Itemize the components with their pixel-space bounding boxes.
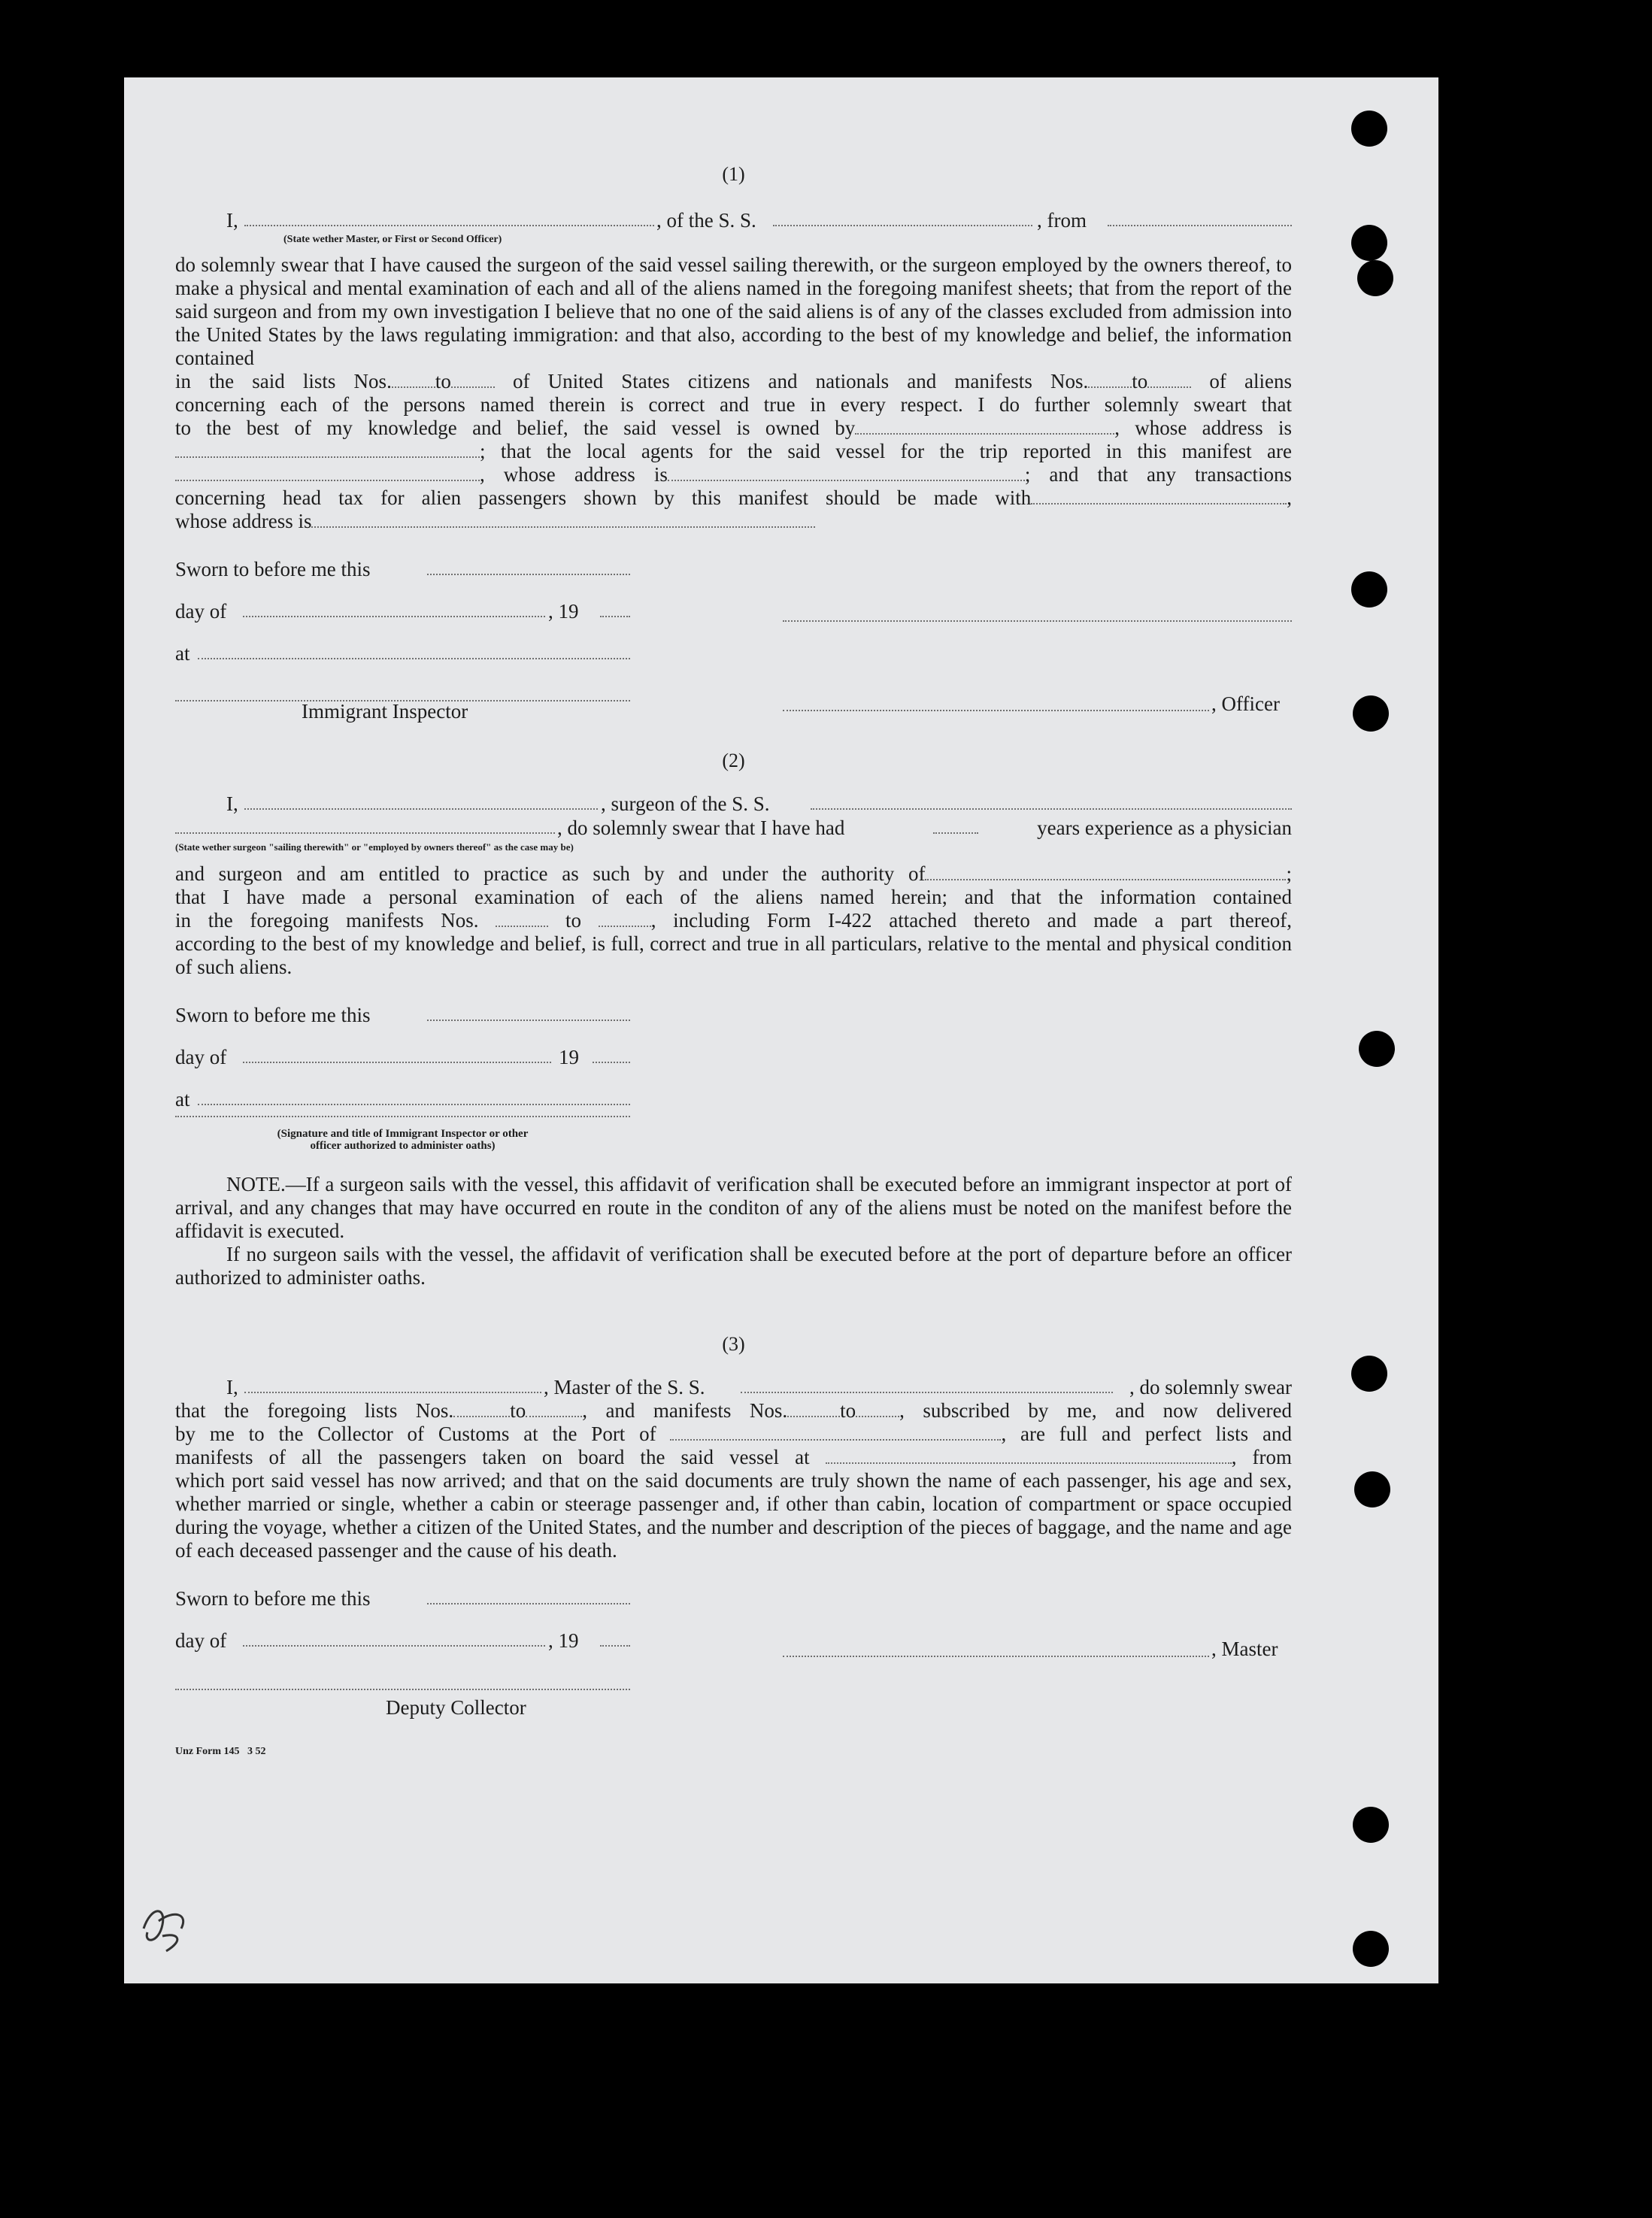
section-1-correct-line: concerning each of the persons named therein is correct and true in every respect. I do further solemnly sweart that xyxy=(175,393,1292,416)
from-port-field[interactable] xyxy=(1108,225,1292,226)
section-2-manifests-line xyxy=(175,909,1292,932)
right-signature-line[interactable] xyxy=(783,620,1292,622)
section-3-lists-line xyxy=(175,1399,1292,1423)
manifest-no-to-field[interactable] xyxy=(1147,373,1191,388)
section-2-authority-line xyxy=(175,862,1292,886)
agents-field[interactable] xyxy=(175,466,480,481)
manifests-to-field[interactable] xyxy=(599,912,651,927)
text: concerning head tax for alien passengers shown by this manifest should be made with xyxy=(175,486,1032,509)
owner-address-field[interactable] xyxy=(175,443,480,458)
sworn-day-field[interactable] xyxy=(427,1603,630,1604)
text: to xyxy=(435,370,451,392)
label-i: I, xyxy=(226,209,238,232)
sworn-label: Sworn to before me this xyxy=(175,1587,371,1610)
sworn-day-field[interactable] xyxy=(427,1020,630,1021)
section-2-oath xyxy=(175,985,1292,1165)
section-2-first-line xyxy=(175,786,1292,816)
note-no-surgeon: If no surgeon sails with the vessel, the affidavit of verification shall be executed before at the port of departure before an officer authorized to administer oaths. xyxy=(175,1243,1292,1289)
master-ship-field[interactable] xyxy=(741,1392,1113,1393)
master-name-field[interactable] xyxy=(244,1392,541,1393)
surgeon-note: (State wether surgeon "sailing therewith" or "employed by owners thereof" as the case may be) xyxy=(175,841,574,853)
text: , subscribed by me, and now delivered xyxy=(899,1399,1293,1422)
day-row xyxy=(175,1610,656,1653)
section-1-headtax-line xyxy=(175,486,1292,510)
label-surgeon-of-ss: , surgeon of the S. S. xyxy=(601,792,770,815)
text: and surgeon and am entitled to practice as such by and under the authority of xyxy=(175,862,926,885)
section-1-oath xyxy=(175,539,1292,723)
at-label: at xyxy=(175,642,190,665)
sworn-row xyxy=(175,1568,656,1610)
section-3-paragraph: which port said vessel has now arrived; and that on the said documents are truly shown the name of each passenger, his age and sex, whether married or single, whether a cabin or steerage passenger and, if other than cabin, location of compartment or space occupied during the voyage, whether a citizen of the United States, and the number and description of the pieces of baggage, and the name and age of each deceased passenger and the cause of his death. xyxy=(175,1469,1292,1562)
day-of-label: day of xyxy=(175,1629,227,1652)
text: , are full and perfect lists and xyxy=(1001,1423,1292,1445)
surgeon-status-field[interactable] xyxy=(175,832,555,834)
sworn-label: Sworn to before me this xyxy=(175,558,371,580)
year-label: 19 xyxy=(559,1046,579,1068)
label-of-ss: , of the S. S. xyxy=(656,209,756,232)
lists-to-field[interactable] xyxy=(526,1402,582,1417)
master-signature-line[interactable] xyxy=(783,1656,1209,1657)
punch-hole xyxy=(1353,695,1389,732)
authority-field[interactable] xyxy=(925,865,1286,880)
collector-signature-line[interactable] xyxy=(175,1689,630,1690)
punch-hole xyxy=(1353,1931,1389,1967)
agent-address-field[interactable] xyxy=(668,466,1025,481)
text: to xyxy=(1132,370,1148,392)
officer-signature-line[interactable] xyxy=(783,710,1209,711)
at-row xyxy=(175,1069,656,1111)
form-number: Unz Form 145 3 52 xyxy=(175,1746,266,1757)
year-label: , 19 xyxy=(548,1629,579,1652)
text: whose address is xyxy=(175,510,312,532)
manifests-from-field[interactable] xyxy=(787,1402,840,1417)
section-1-agent-address-line xyxy=(175,463,1292,486)
text: to xyxy=(510,1399,526,1422)
text: by me to the Collector of Customs at the Port of xyxy=(175,1423,656,1445)
year-label: , 19 xyxy=(548,600,579,623)
day-of-field[interactable] xyxy=(243,1062,551,1063)
text: , including Form I-422 attached thereto and made a part thereof, xyxy=(650,909,1293,932)
officer-name-field[interactable] xyxy=(244,225,654,226)
text: , do solemnly swear xyxy=(1129,1376,1292,1398)
ship-name-field[interactable] xyxy=(773,225,1032,226)
text: to the best of my knowledge and belief, the said vessel is owned by xyxy=(175,417,856,439)
manifests-to-field[interactable] xyxy=(856,1402,899,1417)
text: of United States citizens and nationals and manifests Nos. xyxy=(512,370,1089,392)
text: ; that the local agents for the said vessel for the trip reported in this manifest are xyxy=(480,440,1292,462)
section-3-port-line xyxy=(175,1423,1292,1446)
sworn-label: Sworn to before me this xyxy=(175,1004,371,1026)
port-field[interactable] xyxy=(670,1426,1001,1441)
section-1-paragraph: do solemnly swear that I have caused the surgeon of the said vessel sailing therewith, or the surgeon employed by the owners thereof, to make a physical and mental examination of each and all of the aliens named in the foregoing manifest sheets; that from the report of the said surgeon and from my own investigation I believe that no one of the said aliens is of any of the classes excluded from admission into the United States by the laws regulating immigration: and that also, according to the best of my knowledge and belief, the information contained xyxy=(175,253,1292,369)
section-3-first-line xyxy=(175,1369,1292,1399)
signature-line[interactable] xyxy=(175,1116,630,1117)
section-2-paragraph: that I have made a personal examination of each of the aliens named herein; and that the information contained xyxy=(175,886,1292,908)
master-label: , Master xyxy=(1211,1638,1278,1660)
signature-caption xyxy=(175,1128,630,1152)
list-no-to-field[interactable] xyxy=(451,373,495,388)
surgeon-name-field[interactable] xyxy=(244,808,598,810)
section-1-agents-line xyxy=(175,440,1292,463)
manifest-no-from-field[interactable] xyxy=(1088,373,1132,388)
text: , xyxy=(1287,486,1292,509)
surgeon-ship-field[interactable] xyxy=(811,808,1292,810)
label-from: , from xyxy=(1037,209,1087,232)
punch-hole xyxy=(1351,571,1387,608)
collector-label: Deputy Collector xyxy=(386,1696,526,1719)
at-field[interactable] xyxy=(198,1104,630,1105)
day-of-label: day of xyxy=(175,600,227,623)
punch-hole xyxy=(1354,1471,1390,1507)
years-field[interactable] xyxy=(933,832,978,834)
label-i: I, xyxy=(226,1376,238,1398)
manifests-from-field[interactable] xyxy=(496,912,548,927)
punch-hole xyxy=(1359,1031,1395,1067)
punch-hole xyxy=(1351,1356,1387,1392)
text: to xyxy=(565,909,581,932)
section-1-number: (1) xyxy=(722,163,745,185)
sworn-day-field[interactable] xyxy=(427,574,630,575)
year-field[interactable] xyxy=(593,1062,630,1063)
form-content xyxy=(175,160,1292,1758)
section-2-number: (2) xyxy=(722,750,745,771)
text: in the foregoing manifests Nos. xyxy=(175,909,479,932)
sworn-row xyxy=(175,985,656,1027)
text: , do solemnly swear that I have had xyxy=(557,817,845,839)
headtax-address-field[interactable] xyxy=(311,513,815,528)
text: years experience as a physician xyxy=(1037,817,1292,839)
handwritten-mark xyxy=(136,1898,204,1959)
inspector-label: Immigrant Inspector xyxy=(302,700,468,723)
day-of-field[interactable] xyxy=(243,1645,545,1647)
lists-from-field[interactable] xyxy=(453,1402,510,1417)
officer-label: , Officer xyxy=(1211,692,1280,715)
boarded-at-field[interactable] xyxy=(826,1449,1232,1464)
sworn-row xyxy=(175,539,656,581)
section-1-lists-line xyxy=(175,370,1292,393)
section-2-paragraph-end: according to the best of my knowledge and belief, is full, correct and true in all particulars, relative to the mental and physical condition of such aliens. xyxy=(175,932,1292,978)
label-master-of-ss: , Master of the S. S. xyxy=(544,1376,705,1398)
punch-hole xyxy=(1351,225,1387,261)
text: , from xyxy=(1231,1446,1292,1468)
at-field[interactable] xyxy=(198,658,630,659)
form-page xyxy=(124,77,1438,1983)
caption-line: officer authorized to administer oaths) xyxy=(310,1140,496,1152)
text: , and manifests Nos. xyxy=(582,1399,788,1422)
section-2-second-line xyxy=(175,816,1292,840)
text: , whose address is xyxy=(480,463,668,486)
headtax-contact-field[interactable] xyxy=(1031,489,1287,505)
at-row xyxy=(175,623,656,665)
punch-hole xyxy=(1353,1807,1389,1843)
day-row xyxy=(175,581,656,623)
text: that the foregoing lists Nos. xyxy=(175,1399,454,1422)
punch-hole xyxy=(1357,260,1393,296)
year-field[interactable] xyxy=(600,1645,630,1647)
officer-note: (State wether Master, or First or Second Officer) xyxy=(283,234,502,245)
punch-hole xyxy=(1351,111,1387,147)
year-field[interactable] xyxy=(600,616,630,617)
day-of-field[interactable] xyxy=(243,616,545,617)
text: ; and that any transactions xyxy=(1024,463,1292,486)
caption-line: (Signature and title of Immigrant Inspector or other xyxy=(277,1128,529,1140)
list-no-from-field[interactable] xyxy=(392,373,435,388)
text: in the said lists Nos. xyxy=(175,370,392,392)
text: to xyxy=(840,1399,856,1422)
section-1-owner-line xyxy=(175,417,1292,440)
text: , whose address is xyxy=(1114,417,1292,439)
text: manifests of all the passengers taken on board the said vessel at xyxy=(175,1446,810,1468)
owner-field[interactable] xyxy=(855,420,1114,435)
section-1-headtax-address-line xyxy=(175,510,1292,533)
at-label: at xyxy=(175,1088,190,1111)
section-1-first-line xyxy=(175,202,1292,232)
label-i: I, xyxy=(226,792,238,815)
note-surgeon-sails: NOTE.—If a surgeon sails with the vessel, this affidavit of verification shall be executed before an immigrant inspector at port of arrival, and any changes that may have occurred en route in the conditon of any of the aliens must be noted on the manifest before the affidavit is executed. xyxy=(175,1173,1292,1242)
day-of-label: day of xyxy=(175,1046,227,1068)
text: ; xyxy=(1286,862,1292,885)
day-row xyxy=(175,1027,656,1069)
section-3-boarded-line xyxy=(175,1446,1292,1469)
text: of aliens xyxy=(1209,370,1292,392)
section-3-oath xyxy=(175,1568,1292,1719)
section-3-number: (3) xyxy=(722,1333,745,1355)
